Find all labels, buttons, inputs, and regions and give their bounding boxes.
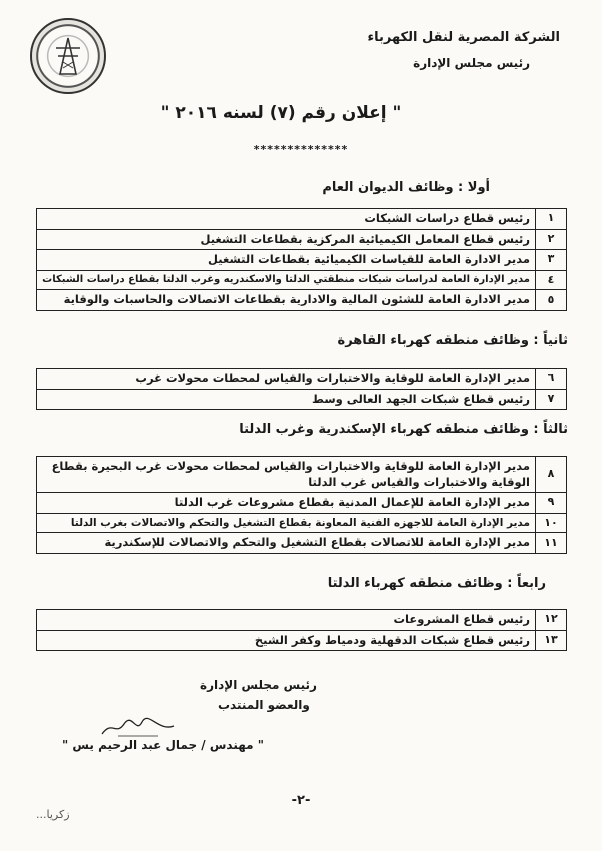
table-row <box>37 533 567 554</box>
signatory-title: رئيس مجلس الإدارة <box>200 678 317 692</box>
job-title: رئيس قطاع دراسات الشبكات <box>37 209 536 230</box>
section-heading: ثالثاً : وظائف منطقه كهرباء الإسكندرية وغرب الدلتا <box>239 422 568 437</box>
row-number: ٣ <box>536 250 567 271</box>
job-title: مدير الإدارة العامة للإعمال المدنية بقطاع مشروعات غرب الدلتا <box>37 493 536 514</box>
table-row <box>37 209 567 230</box>
signatory-role: والعضو المنتدب <box>218 698 310 712</box>
table-row <box>37 630 567 651</box>
row-number: ٢ <box>536 229 567 250</box>
jobs-table <box>36 456 567 554</box>
table-row <box>37 457 567 493</box>
job-title: مدير الادارة العامة للقياسات الكيميائية بقطاعات التشغيل <box>37 250 536 271</box>
job-title: رئيس قطاع شبكات الجهد العالى وسط <box>37 389 536 410</box>
company-name: الشركة المصرية لنقل الكهرباء <box>367 30 560 45</box>
row-number: ٤ <box>536 270 567 290</box>
table-row <box>37 610 567 631</box>
table-row <box>37 290 567 311</box>
row-number: ٨ <box>536 457 567 493</box>
job-title: رئيس قطاع المعامل الكيميائية المركزية بقطاعات التشغيل <box>37 229 536 250</box>
row-number: ١٢ <box>536 610 567 631</box>
table-row <box>37 493 567 514</box>
footer-note: زكريا... <box>36 808 70 821</box>
row-number: ١٠ <box>536 513 567 533</box>
table-row <box>37 513 567 533</box>
job-title: مدير الإدارة العامة لدراسات شبكات منطقتي الدلتا والاسكندريه وغرب الدلتا بقطاع دراسات الشبكات <box>37 270 536 290</box>
row-number: ١ <box>536 209 567 230</box>
table-row <box>37 369 567 390</box>
signatory-name: " مهندس / جمال عبد الرحيم يس " <box>62 738 265 752</box>
company-seal-logo <box>30 18 106 94</box>
table-row <box>37 229 567 250</box>
handwritten-signature <box>98 716 178 740</box>
job-title: رئيس قطاع المشروعات <box>37 610 536 631</box>
job-title: مدير الإدارة العامة للوقاية والاختبارات والقياس لمحطات محولات غرب البحيرة بقطاع الوقاية والاختبارات والقياس غرب الدلتا <box>37 457 536 493</box>
row-number: ١٣ <box>536 630 567 651</box>
job-title: مدير الادارة العامة للشئون المالية والادارية بقطاعات الاتصالات والحاسبات والوقاية <box>37 290 536 311</box>
table-row <box>37 270 567 290</box>
board-chairman-title: رئيس مجلس الإدارة <box>413 56 530 70</box>
jobs-table <box>36 609 567 651</box>
page-number: -٢- <box>291 793 311 808</box>
row-number: ٦ <box>536 369 567 390</box>
announcement-title: " إعلان رقم (٧) لسنه ٢٠١٦ " <box>160 103 402 123</box>
decorative-stars: ************** <box>253 143 349 156</box>
table-row <box>37 250 567 271</box>
row-number: ١١ <box>536 533 567 554</box>
row-number: ٥ <box>536 290 567 311</box>
job-title: مدير الإدارة العامة للاتصالات بقطاع التشغيل والتحكم والاتصالات للإسكندرية <box>37 533 536 554</box>
jobs-table <box>36 368 567 410</box>
pylon-icon <box>46 34 90 78</box>
row-number: ٩ <box>536 493 567 514</box>
section-heading: أولا : وظائف الديوان العام <box>322 180 490 195</box>
job-title: مدير الإدارة العامة للوقاية والاختبارات والقياس لمحطات محولات غرب <box>37 369 536 390</box>
job-title: رئيس قطاع شبكات الدقهلية ودمياط وكفر الشيخ <box>37 630 536 651</box>
section-heading: ثانياً : وظائف منطقه كهرباء القاهرة <box>337 333 568 348</box>
jobs-table <box>36 208 567 311</box>
row-number: ٧ <box>536 389 567 410</box>
job-title: مدير الإدارة العامة للاجهزه الفنية المعاونة بقطاع التشغيل والتحكم والاتصالات بغرب الدلتا <box>37 513 536 533</box>
table-row <box>37 389 567 410</box>
section-heading: رابعاً : وظائف منطقه كهرباء الدلتا <box>327 576 546 591</box>
